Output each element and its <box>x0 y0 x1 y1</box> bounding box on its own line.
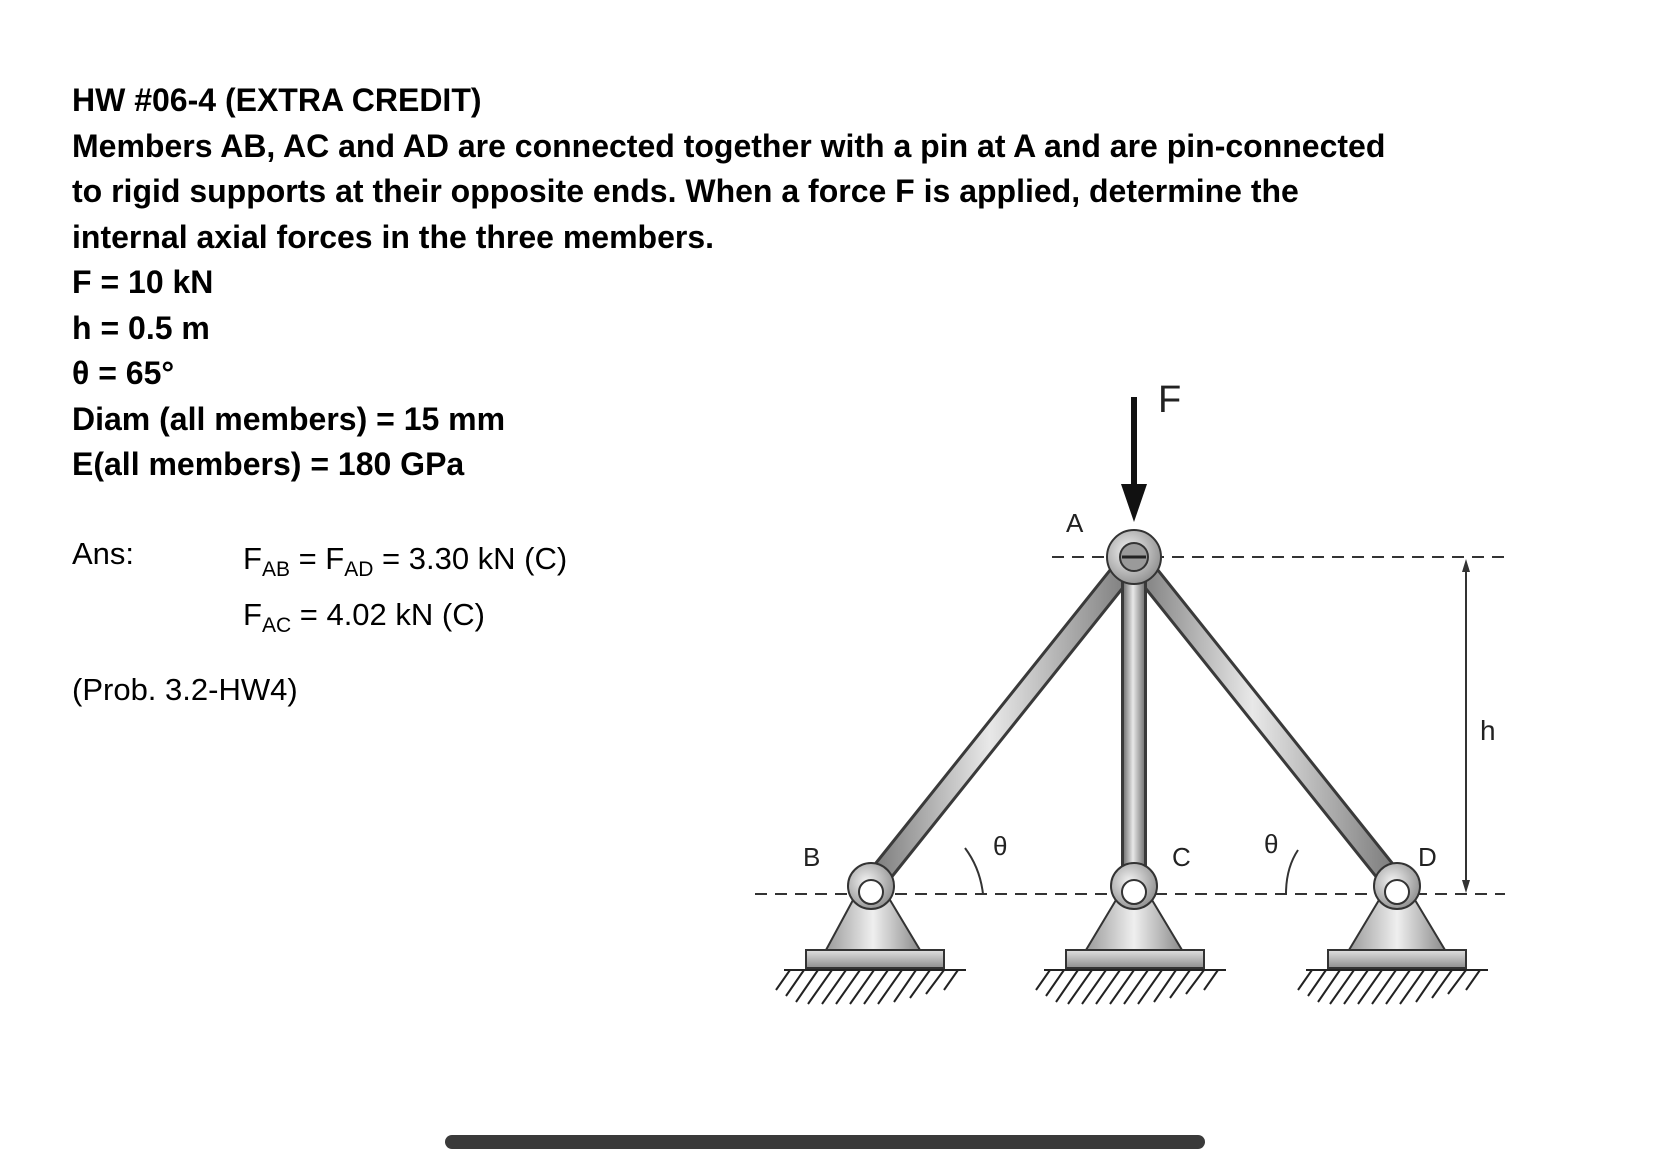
statement-line: to rigid supports at their opposite ends. When a force F is applied, determine the <box>72 173 1299 209</box>
label-force: F <box>1158 379 1182 421</box>
support-d <box>1298 863 1488 1004</box>
given-diameter: Diam (all members) = 15 mm <box>72 400 506 437</box>
support-b <box>776 863 966 1004</box>
label-d: D <box>1418 842 1437 872</box>
label-a: A <box>1066 508 1084 538</box>
given-height: h = 0.5 m <box>72 309 210 346</box>
label-h: h <box>1480 715 1496 746</box>
answer-label: Ans: <box>72 536 135 571</box>
answer-symbol: F <box>243 541 262 576</box>
answer-equals: = F <box>289 541 345 576</box>
given-angle: θ = 65° <box>72 355 175 391</box>
answer-symbol: F <box>243 597 262 632</box>
label-theta-right: θ <box>1264 829 1279 859</box>
answer-subscript: AD <box>344 558 374 581</box>
label-theta-left: θ <box>993 831 1008 861</box>
given-modulus: E(all members) = 180 GPa <box>72 446 465 482</box>
label-b: B <box>803 842 821 872</box>
angle-arc-left <box>965 848 983 894</box>
answer-value: = 4.02 kN (C) <box>291 597 485 632</box>
support-c <box>1036 863 1226 1004</box>
problem-title: HW #06-4 (EXTRA CREDIT) <box>72 82 482 118</box>
answer-subscript: AB <box>261 558 290 581</box>
given-force: F = 10 kN <box>72 264 214 300</box>
horizontal-scrollbar[interactable] <box>445 1135 1205 1149</box>
height-dimension <box>1462 559 1470 893</box>
answer-subscript: AC <box>261 614 292 637</box>
member-ac <box>1121 560 1147 882</box>
force-arrow-icon <box>1121 397 1147 522</box>
label-c: C <box>1172 842 1191 872</box>
statement-line: internal axial forces in the three members. <box>72 218 715 255</box>
answer-value: = 3.30 kN (C) <box>373 541 568 576</box>
problem-reference: (Prob. 3.2-HW4) <box>72 672 298 707</box>
angle-arc-right <box>1286 850 1298 894</box>
statement-line: Members AB, AC and AD are connected together with a pin at A and are pin-connected <box>72 127 1386 164</box>
